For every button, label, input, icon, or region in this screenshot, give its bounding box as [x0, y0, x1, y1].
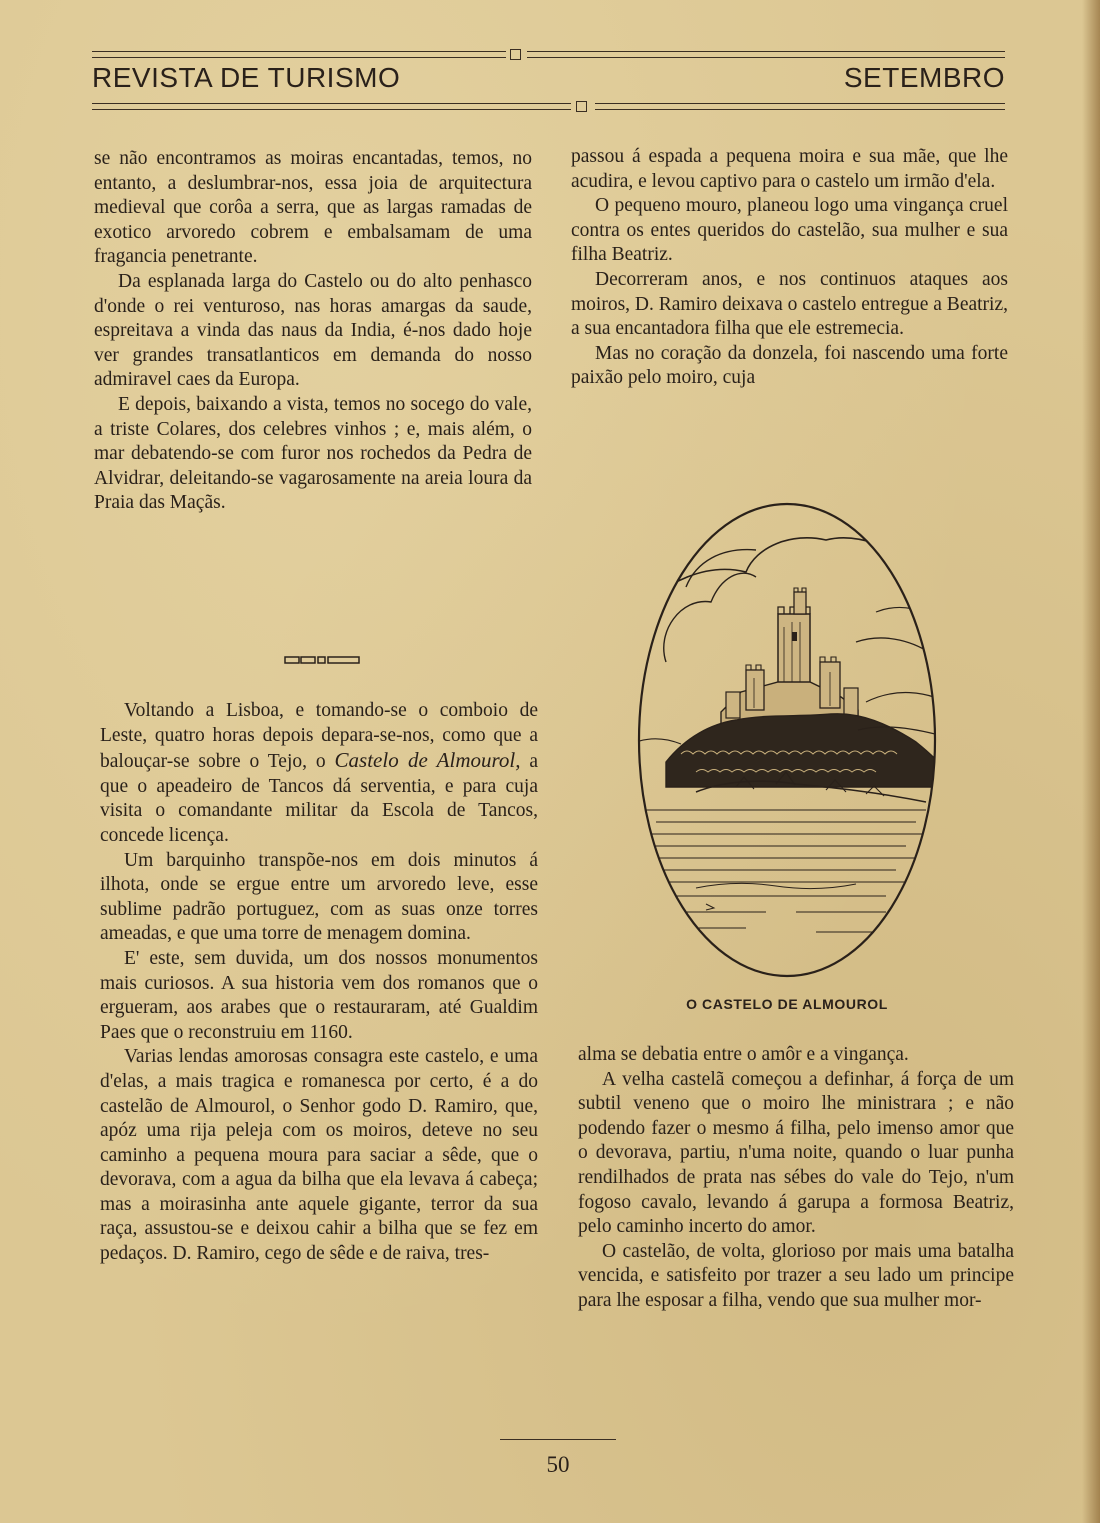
header-ornament-box-bottom: [576, 101, 587, 112]
paragraph: E' este, sem duvida, um dos nossos monumentos mais curiosos. A sua historia vem dos romanos que o ergueram, aos arabes que o restauraram, até Gualdim Paes que o reconstruiu em 1160.: [100, 947, 538, 1043]
left-column-lower: [100, 699, 538, 1267]
castle-illustration: [626, 492, 948, 988]
paragraph: O castelão, de volta, glorioso por mais uma batalha vencida, e satisfeito por trazer a seu lado um principe para lhe esposar a filha, vendo que sua mulher mor-: [578, 1240, 1014, 1311]
paragraph: E depois, baixando a vista, temos no socego do vale, a triste Colares, dos celebres vinhos ; e, mais além, o mar debatendo-se com furor nos rochedos da Pedra de Alvidrar, deleitando-se vagarosamente na areia loura da Praia das Maçãs.: [94, 393, 532, 514]
illustration-caption: O CASTELO DE ALMOUROL: [686, 996, 888, 1012]
paragraph: alma se debatia entre o amôr e a vingança.: [578, 1044, 909, 1065]
header-ornament-box-top: [510, 49, 521, 60]
paragraph: Varias lendas amorosas consagra este castelo, e uma d'elas, a mais tragica e romanesca por certo, é a do castelão de Almourol, o Senhor godo D. Ramiro, que, apóz uma rija peleja com os moiros, deteve no seu caminho a pequena moura para saciar a sêde, que o devorava, com a agua da bilha que ela levava á cabeça; mas a moirasinha ante aquele gigante, terror da sua raça, assustou-se e deixou cahir a bilha que se fez em pedaços. D. Ramiro, cego de sêde e de raiva, tres-: [100, 1046, 538, 1265]
paragraph-text: Voltando a Lisboa, e tomando-se o comboio de Leste, quatro horas depois depara-se-nos, como que a balouçar-se sobre o Tejo, o: [100, 700, 538, 773]
header-rule-bottom-left: [92, 103, 571, 110]
paragraph: Da esplanada larga do Castelo ou do alto penhasco d'onde o rei venturoso, nas horas amargas da saude, espreitava a vinda das naus da India, é-nos dado hoje ver grandes transatlanticos em demanda do nosso admiravel caes da Europa.: [94, 270, 532, 391]
paragraph: passou á espada a pequena moira e sua mãe, que lhe acudira, e levou captivo para o castelo um irmão d'ela.: [571, 146, 1008, 192]
paragraph: O pequeno mouro, planeou logo uma vingança cruel contra os entes queridos do castelão, sua mulher e sua filha Beatriz.: [571, 195, 1008, 266]
header-rule-top-right: [527, 51, 1005, 58]
magazine-title: REVISTA DE TURISMO: [92, 62, 401, 93]
castle-name-italic: Castelo de Almourol,: [334, 748, 521, 773]
right-column-lower: [578, 1043, 1014, 1314]
footer-rule: [500, 1439, 616, 1440]
paragraph-text: a que o apeadeiro de Tancos dá serventia, e para cuja visita o comandante militar da Escola de Tancos, concede licença.: [100, 751, 539, 846]
paragraph-almourol-intro: [100, 699, 538, 849]
paragraph: Um barquinho transpõe-nos em dois minutos á ilhota, onde se ergue entre um arvoredo leve, esse sublime padrão portuguez, com as suas onze torres ameadas, e que uma torre de menagem domina.: [100, 849, 538, 945]
page-number: 50: [546, 1452, 570, 1477]
section-separator-ornament: [284, 655, 360, 665]
header-rule-bottom-right: [595, 103, 1005, 110]
paragraph: se não encontramos as moiras encantadas, temos, no entanto, a deslumbrar-nos, essa joia de arquitectura medieval que corôa a serra, que as largas ramadas de exotico arvoredo cobrem e embalsamam de uma fragancia penetrante.: [94, 148, 532, 268]
paragraph: Decorreram anos, e nos continuos ataques aos moiros, D. Ramiro deixava o castelo entregue a Beatriz, a sua encantadora filha que ele estremecia.: [571, 268, 1008, 340]
left-column-upper: [94, 147, 532, 516]
paragraph: A velha castelã começou a definhar, á força de um subtil veneno que o moiro lhe ministrara ; e não podendo fazer o mesmo á filha, pelo imenso amor que o devorava, partiu, n'uma noite, quando o luar punha rendilhados de prata nas sébes do vale do Tejo, n'um fogoso cavalo, levando á garupa a formosa Beatriz, pelo caminho incerto do amor.: [578, 1068, 1014, 1238]
right-column-upper: [571, 145, 1008, 391]
issue-month: SETEMBRO: [843, 62, 1005, 93]
header-rule-top-left: [92, 51, 506, 58]
paragraph: Mas no coração da donzela, foi nascendo uma forte paixão pelo moiro, cuja: [571, 342, 1008, 389]
page-edge-shadow: [1082, 0, 1100, 1523]
